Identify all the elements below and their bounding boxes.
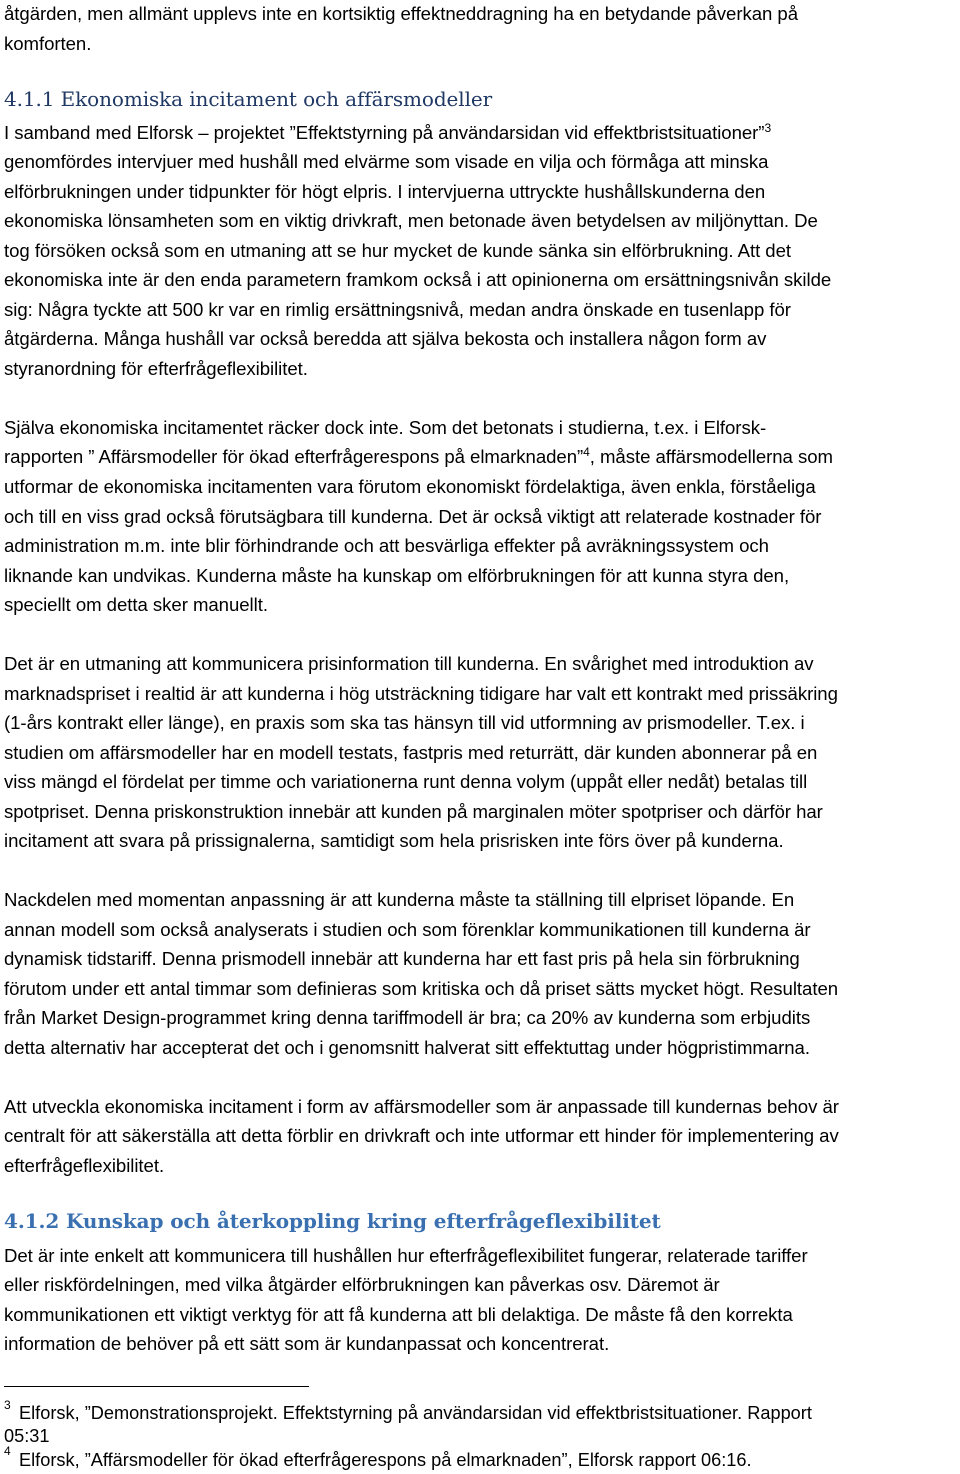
body-line: ekonomiska lönsamheten som en viktig drivkraft, men betonade även betydelsen av miljönyttan. De — [4, 210, 818, 231]
body-line: från Market Design-programmet kring denna tariffmodell är bra; ca 20% av kunderna som erbjudits — [4, 1007, 811, 1028]
body-line: Själva ekonomiska incitamentet räcker dock inte. Som det betonats i studierna, t.ex. i Elforsk- — [4, 417, 767, 438]
body-line: kommunikationen ett viktigt verktyg för att få kunderna att bli delaktiga. De måste få den korrekta — [4, 1304, 793, 1325]
body-line: Det är en utmaning att kommunicera prisinformation till kunderna. En svårighet med introduktion av — [4, 653, 814, 674]
body-line: Det är inte enkelt att kommunicera till hushållen hur efterfrågeflexibilitet fungerar, relaterade tariffer — [4, 1245, 808, 1266]
body-line: Nackdelen med momentan anpassning är att kunderna måste ta ställning till elpriset löpande. En — [4, 889, 795, 910]
body-line — [4, 445, 833, 469]
body-line: komforten. — [4, 33, 92, 54]
body-line: spotpriset. Denna priskonstruktion innebär att kunden på marginalen möter spotpriser och därför har — [4, 801, 823, 822]
body-line: och till en viss grad också förutsägbara till kunderna. Det är också viktigt att relaterade kostnader för — [4, 506, 822, 527]
body-line: information de behöver på ett sätt som är kundanpassat och koncentrerat. — [4, 1333, 610, 1354]
body-line: (1-års kontrakt eller länge), en praxis som ska tas hänsyn till vid utformning av prismodeller. T.ex. i — [4, 712, 805, 733]
body-line: förutom under ett antal timmar som definieras som kritiska och då priset sätts mycket högt. Resultaten — [4, 978, 839, 999]
body-line: åtgärderna. Många hushåll var också beredda att själva bekosta och installera någon form av — [4, 328, 767, 349]
body-line: liknande kan undvikas. Kunderna måste ha kunskap om elförbrukningen för att kunna styra den, — [4, 565, 790, 586]
body-line: viss mängd el fördelat per timme och variationerna runt denna volym (uppåt eller nedåt) betalas till — [4, 771, 808, 792]
body-line: detta alternativ har accepterat det och i genomsnitt halverat sitt effektuttag under högpristimmarna. — [4, 1037, 810, 1058]
footnote-mark-4: 4 — [4, 1444, 11, 1458]
body-line — [4, 121, 771, 145]
body-line: åtgärden, men allmänt upplevs inte en kortsiktig effektneddragning ha en betydande påverkan på — [4, 3, 798, 24]
section-heading-4-1-2: 4.1.2 Kunskap och återkoppling kring efterfrågeflexibilitet — [4, 1209, 661, 1233]
footnote-separator — [4, 1386, 309, 1387]
footnote-4-text: Elforsk, ”Affärsmodeller för ökad efterfrågerespons på elmarknaden”, Elforsk rapport 06:16. — [19, 1450, 752, 1470]
footnote-3-text: Elforsk, ”Demonstrationsprojekt. Effektstyrning på användarsidan vid effektbristsituationer. Rapport — [19, 1403, 812, 1423]
body-text: rapporten ” Affärsmodeller för ökad efterfrågerespons på elmarknaden” — [4, 446, 584, 467]
body-line: centralt för att säkerställa att detta förblir en drivkraft och inte utformar ett hinder för implementering av — [4, 1125, 839, 1146]
body-line: administration m.m. inte blir förhindrande och att besvärliga effekter på avräkningssystem och — [4, 535, 769, 556]
body-line: genomfördes intervjuer med hushåll med elvärme som visade en vilja och förmåga att minska — [4, 151, 769, 172]
body-line: marknadspriset i realtid är att kunderna i hög utsträckning tidigare har valt ett kontrakt med prissäkring — [4, 683, 838, 704]
body-line: efterfrågeflexibilitet. — [4, 1155, 165, 1176]
body-line: studien om affärsmodeller har en modell testats, fastpris med returrätt, där kunden abonnerar på en — [4, 742, 818, 763]
footnote-ref-3[interactable]: 3 — [764, 120, 772, 135]
section-heading-4-1-1: 4.1.1 Ekonomiska incitament och affärsmodeller — [4, 87, 493, 111]
body-line: speciellt om detta sker manuellt. — [4, 594, 268, 615]
body-line: elförbrukningen under tidpunkter för högt elpris. I intervjuerna uttryckte hushållskunderna den — [4, 181, 766, 202]
body-line: tog försöken också som en utmaning att se hur mycket de kunde sänka sin elförbrukning. Att det — [4, 240, 792, 261]
body-line: sig: Några tyckte att 500 kr var en rimlig ersättningsnivå, medan andra önskade en tusenlapp för — [4, 299, 791, 320]
body-line: utformar de ekonomiska incitamenten vara förutom ekonomiskt fördelaktiga, även enkla, förståeliga — [4, 476, 816, 497]
body-line: dynamisk tidstariff. Denna prismodell innebär att kunderna har ett fast pris på hela sin förbrukning — [4, 948, 800, 969]
body-line: annan modell som också analyserats i studien och som förenklar kommunikationen till kunderna är — [4, 919, 811, 940]
body-line: eller riskfördelningen, med vilka åtgärder elförbrukningen kan påverkas osv. Däremot är — [4, 1274, 720, 1295]
footnote-3-continuation: 05:31 — [4, 1426, 50, 1446]
body-line: styranordning för efterfrågeflexibilitet. — [4, 358, 308, 379]
body-text: , måste affärsmodellerna som — [589, 446, 833, 467]
body-text: I samband med Elforsk – projektet ”Effektstyrning på användarsidan vid effektbristsituationer” — [4, 122, 765, 143]
body-line: ekonomiska inte är den enda parametern framkom också i att opinionerna om ersättningsnivån skilde — [4, 269, 832, 290]
footnote-mark-3: 3 — [4, 1398, 11, 1412]
body-line: Att utveckla ekonomiska incitament i form av affärsmodeller som är anpassade till kundernas behov är — [4, 1096, 839, 1117]
footnote-ref-4[interactable]: 4 — [583, 444, 590, 459]
body-line: incitament att svara på prissignalerna, samtidigt som hela prisrisken inte förs över på kunderna. — [4, 830, 784, 851]
